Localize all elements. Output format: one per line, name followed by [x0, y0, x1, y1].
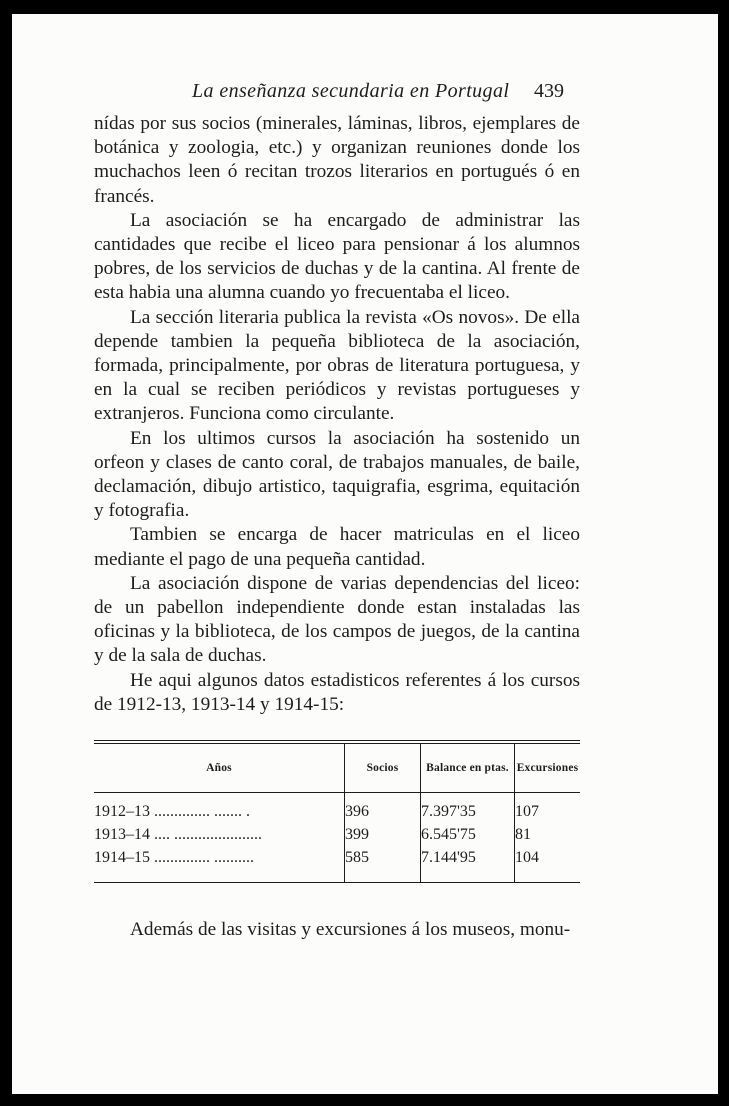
paragraph: nídas por sus socios (minerales, láminas, libros, ejemplares de botánica y zoologia, etc.) y organizan reuniones donde los muchachos leen ó recitan trozos literarios en portugués ó en francés. — [94, 113, 580, 207]
table-cell-excursiones: 104 — [514, 849, 580, 872]
paragraph: La asociación se ha encargado de administrar las cantidades que recibe el liceo para pensionar á los alumnos pobres, de los servicios de duchas y de la cantina. Al frente de esta habia una alumna cuando yo frecuentaba el liceo. — [94, 209, 580, 304]
table-cell-balance: 7.397'35 — [420, 803, 514, 826]
column-header-years: Años — [206, 762, 232, 774]
paragraph: Tambien se encarga de hacer matriculas en el liceo mediante el pago de una pequeña cantidad. — [94, 524, 580, 570]
column-header-balance: Balance en ptas. — [420, 744, 514, 792]
running-header — [12, 80, 718, 110]
column-header-socios: Socios — [344, 744, 420, 792]
table-cell-socios: 585 — [344, 849, 420, 872]
running-title: La enseñanza secundaria en Portugal — [192, 80, 510, 102]
table-cell-year: 1914–15 .............. .......... — [94, 849, 254, 866]
column-header-excursiones: Excursiones — [514, 744, 580, 792]
body-text — [94, 112, 580, 717]
table-cell-socios: 396 — [344, 803, 420, 826]
table-cell-socios: 399 — [344, 826, 420, 849]
book-page — [12, 14, 718, 1094]
table-cell-year: 1912–13 .............. ....... . — [94, 803, 250, 820]
table-cell-balance: 6.545'75 — [420, 826, 514, 849]
paragraph: La sección literaria publica la revista «Os novos». De ella depende tambien la pequeña biblioteca de la asociación, formada, principalmente, por obras de literatura portuguesa, y en la cual se reciben periódicos y revistas portugueses y extranjeros. Funciona como circulante. — [94, 306, 580, 425]
paragraph: En los ultimos cursos la asociación ha sostenido un orfeon y clases de canto coral, de trabajos manuales, de baile, declamación, dibujo artistico, taquigrafia, esgrima, equitación y fotografia. — [94, 427, 580, 522]
table-bottom-rule — [94, 882, 580, 883]
table-cell-year: 1913–14 .... ...................... — [94, 826, 262, 843]
paragraph: He aqui algunos datos estadisticos referentes á los cursos de 1912-13, 1913-14 y 1914-15: — [94, 669, 580, 715]
paragraph: La asociación dispone de varias dependencias del liceo: de un pabellon independiente donde estan instaladas las oficinas y la biblioteca, de los campos de juegos, de la cantina y de la sala de duchas. — [94, 572, 580, 667]
statistics-table — [94, 740, 580, 883]
table-header-row — [94, 744, 580, 792]
table-top-rule — [94, 740, 580, 741]
table-body — [94, 793, 580, 882]
table-cell-excursiones: 81 — [514, 826, 580, 849]
continuing-paragraph: Además de las visitas y excursiones á los museos, monu- — [130, 919, 571, 940]
table-cell-balance: 7.144'95 — [420, 849, 514, 872]
page-number: 439 — [534, 80, 564, 102]
table-cell-excursiones: 107 — [514, 803, 580, 826]
